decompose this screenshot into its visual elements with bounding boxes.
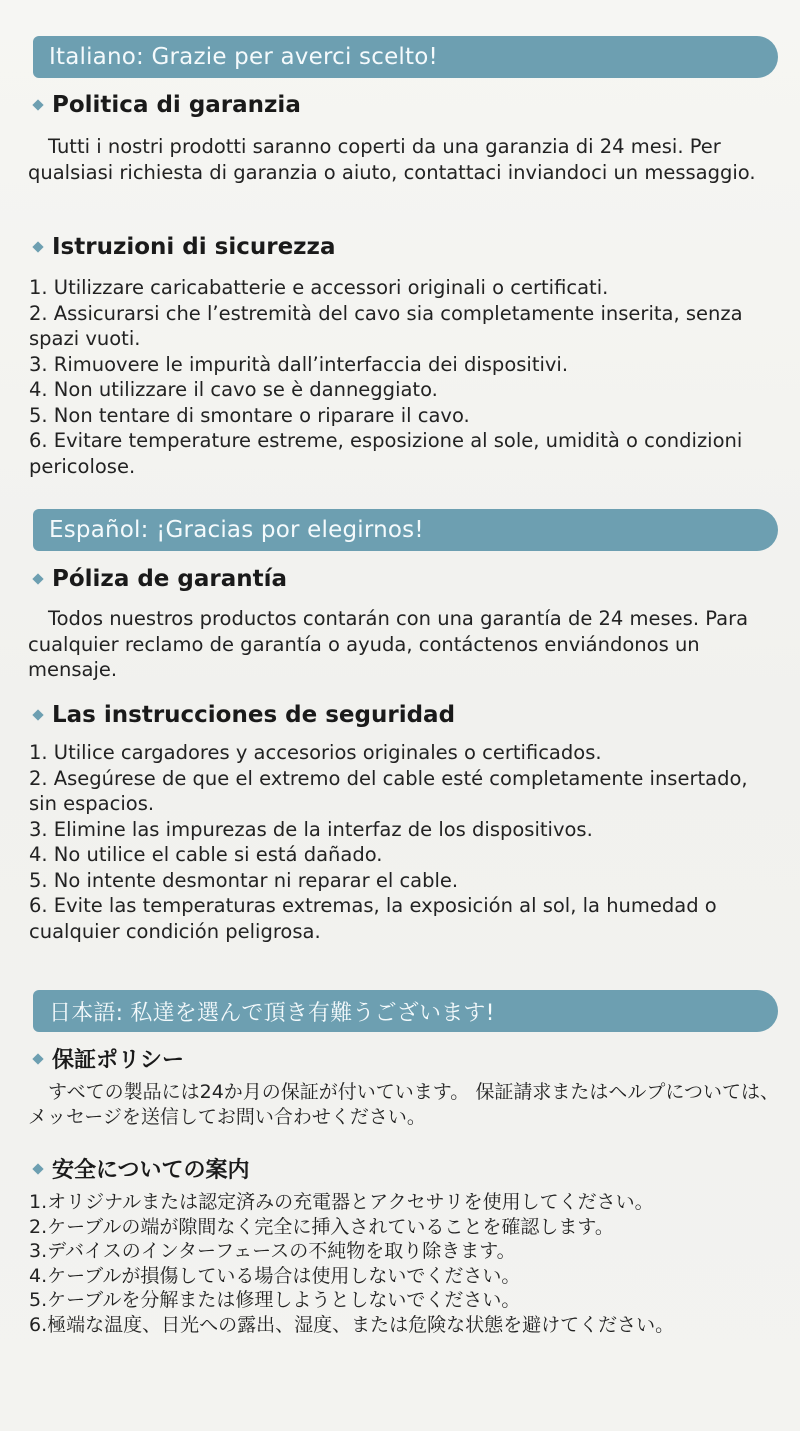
list-item: 2.ケーブルの端が隙間なく完全に挿入されていることを確認します。 <box>29 1215 614 1238</box>
diamond-bullet-icon <box>32 241 43 252</box>
spanish-banner-text: Español: ¡Gracias por elegirnos! <box>49 517 424 543</box>
italian-banner <box>33 36 778 78</box>
list-item: 3. Elimine las impurezas de la interfaz de los dispositivos. <box>29 817 593 841</box>
italian-warranty-heading-text: Politica di garanzia <box>52 92 301 118</box>
italian-banner-text: Italiano: Grazie per averci scelto! <box>49 44 438 70</box>
diamond-bullet-icon <box>32 1163 43 1174</box>
italian-safety-list <box>29 275 781 479</box>
list-item: 3. Rimuovere le impurità dall’interfaccia dei dispositivi. <box>29 352 569 376</box>
list-item: 6. Evite las temperaturas extremas, la exposición al sol, la humedad o cualquier condición peligrosa. <box>29 894 717 943</box>
list-item: 4. Non utilizzare il cavo se è danneggiato. <box>29 378 438 401</box>
list-item: 4. No utilice el cable si está dañado. <box>29 843 383 866</box>
list-item: 5. No intente desmontar ni reparar el cable. <box>29 868 459 892</box>
list-item: 3.デバイスのインターフェースの不純物を取り除きます。 <box>29 1240 516 1262</box>
japanese-warranty-text: すべての製品には24か月の保証が付いています。 保証請求またはヘルプについては、メッセージを送信してお問い合わせください。 <box>28 1081 779 1128</box>
japanese-safety-heading-text: 安全についての案内 <box>52 1158 250 1183</box>
list-item: 5. Non tentare di smontare o riparare il cavo. <box>29 403 470 427</box>
list-item: 2. Asegúrese de que el extremo del cable esté completamente insertado, sin espacios. <box>29 766 748 815</box>
italian-safety-heading-text: Istruzioni di sicurezza <box>52 234 336 260</box>
list-item: 1. Utilice cargadores y accesorios originales o certificados. <box>29 741 602 764</box>
italian-warranty-heading <box>30 92 301 118</box>
list-item: 1. Utilizzare caricabatterie e accessori originali o certificati. <box>29 276 609 299</box>
italian-warranty-text: Tutti i nostri prodotti saranno coperti da una garanzia di 24 mesi. Per qualsiasi richiesta di garanzia o aiuto, contattaci inviandoci un messaggio. <box>28 135 756 184</box>
list-item: 1.オリジナルまたは認定済みの充電器とアクセサリを使用してください。 <box>29 1191 654 1213</box>
list-item: 5.ケーブルを分解または修理しようとしないでください。 <box>29 1289 521 1311</box>
list-item: 2. Assicurarsi che l’estremità del cavo sia completamente inserita, senza spazi vuoti. <box>29 301 743 350</box>
italian-safety-heading <box>30 234 335 260</box>
japanese-safety-heading <box>30 1153 250 1184</box>
japanese-safety-list <box>29 1190 781 1337</box>
spanish-safety-list <box>29 740 781 944</box>
spanish-warranty-text: Todos nuestros productos contarán con una garantía de 24 meses. Para cualquier reclamo de garantía o ayuda, contáctenos enviándonos un mensaje. <box>28 607 749 681</box>
list-item: 6. Evitare temperature estreme, esposizione al sole, umidità o condizioni pericolose. <box>29 429 743 478</box>
diamond-bullet-icon <box>32 99 43 110</box>
spanish-banner <box>33 509 778 551</box>
spanish-safety-heading <box>30 702 455 728</box>
spanish-warranty-heading <box>30 566 287 592</box>
diamond-bullet-icon <box>32 573 43 584</box>
japanese-banner-text: 日本語: 私達を選んで頂き有難うございます! <box>49 1000 495 1026</box>
spanish-safety-heading-text: Las instrucciones de seguridad <box>52 702 456 728</box>
diamond-bullet-icon <box>32 1053 43 1064</box>
list-item: 6.極端な温度、日光への露出、湿度、または危険な状態を避けてください。 <box>29 1313 675 1336</box>
list-item: 4.ケーブルが損傷している場合は使用しないでください。 <box>29 1264 521 1287</box>
japanese-warranty-heading-text: 保証ポリシー <box>52 1048 185 1073</box>
diamond-bullet-icon <box>32 709 43 720</box>
spanish-warranty-heading-text: Póliza de garantía <box>52 566 288 592</box>
japanese-warranty-heading <box>30 1043 184 1074</box>
japanese-banner <box>33 990 778 1032</box>
